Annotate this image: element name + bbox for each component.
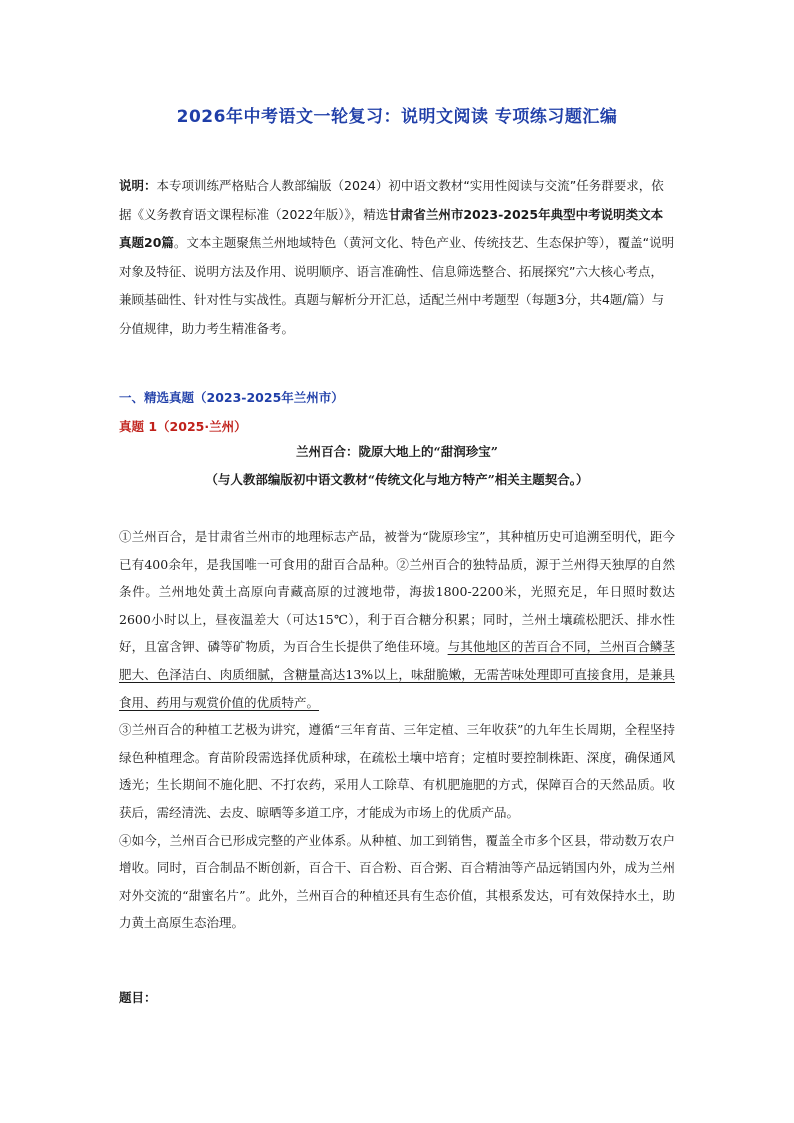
intro-bold-text: 甘肃省兰州市2023-2025年典型中考说明类文本真题20篇 bbox=[119, 206, 664, 251]
article-body bbox=[119, 523, 675, 937]
questions-label: 题目： bbox=[119, 990, 157, 1005]
article-paragraph-3: ③兰州百合的种植工艺极为讲究，遵循“三年育苗、三年定植、三年收获”的九年生长周期，全程坚持绿色种植理念。育苗阶段需选择优质种球，在疏松土壤中培育；定植时要控制株距、深度，确保通风透光；生长期间不施化肥、不打农药，采用人工除草、有机肥施肥的方式，保障百合的天然品质。收获后，需经清洗、去皮、晾晒等多道工序，才能成为市场上的优质产品。 bbox=[119, 722, 675, 820]
document-title: 2026年中考语文一轮复习：说明文阅读 专项练习题汇编 bbox=[176, 107, 618, 127]
question-heading: 真题 1（2025·兰州） bbox=[119, 419, 247, 434]
article-paragraph-4: ④如今，兰州百合已形成完整的产业体系。从种植、加工到销售，覆盖全市多个区县，带动数万农户增收。同时，百合制品不断创新，百合干、百合粉、百合粥、百合精油等产品远销国内外，成为兰州对外交流的“甜蜜名片”。此外，兰州百合的种植还具有生态价值，其根系发达，可有效保持水土，助力黄土高原生态治理。 bbox=[119, 832, 675, 931]
section-heading: 一、精选真题（2023-2025年兰州市） bbox=[119, 390, 344, 405]
intro-text-part1: 本专项训练严格贴合人教部编版（2024）初中语文教材“实用性阅读与交流”任务群要求，依据《义务教育语文课程标准（2022年版）》，精选 bbox=[119, 178, 664, 222]
article-title: 兰州百合：陇原大地上的“甜润珍宝” bbox=[296, 444, 498, 459]
article-subtitle: （与人教部编版初中语文教材“传统文化与地方特产”相关主题契合。） bbox=[205, 472, 589, 487]
article-paragraph-1 bbox=[119, 523, 675, 716]
paragraph-1-text: ①兰州百合，是甘肃省兰州市的地理标志产品，被誉为“陇原珍宝”，其种植历史可追溯至明代，距今已有400余年，是我国唯一可食用的甜百合品种。②兰州百合的独特品质，源于兰州得天独厚的自然条件。兰州地处黄土高原向青藏高原的过渡地带，海拔1800-2200米，光照充足，年日照时数达2600小时以上，昼夜温差大（可达15℃），利于百合糖分积累；同时，兰州土壤疏松肥沃、排水性好，且富含钾、磷等矿物质，为百合生长提供了绝佳环境。 bbox=[119, 529, 675, 655]
intro-text-part2: 。文本主题聚焦兰州地域特色（黄河文化、特色产业、传统技艺、生态保护等），覆盖“说明对象及特征、说明方法及作用、说明顺序、语言准确性、信息筛选整合、拓展探究”六大核心考点，兼顾基础性、针对性与实战性。真题与解析分开汇总，适配兰州中考题型（每题3分，共4题/篇）与分值规律，助力考生精准备考。 bbox=[119, 235, 675, 336]
underlined-sentence: 与其他地区的苦百合不同，兰州百合鳞茎肥大、色泽洁白、肉质细腻，含糖量高达13%以上，味甜脆嫩，无需苦味处理即可直接食用，是兼具食用、药用与观赏价值的优质特产。 bbox=[119, 639, 675, 710]
intro-label: 说明： bbox=[119, 178, 157, 193]
intro-paragraph bbox=[119, 172, 675, 344]
